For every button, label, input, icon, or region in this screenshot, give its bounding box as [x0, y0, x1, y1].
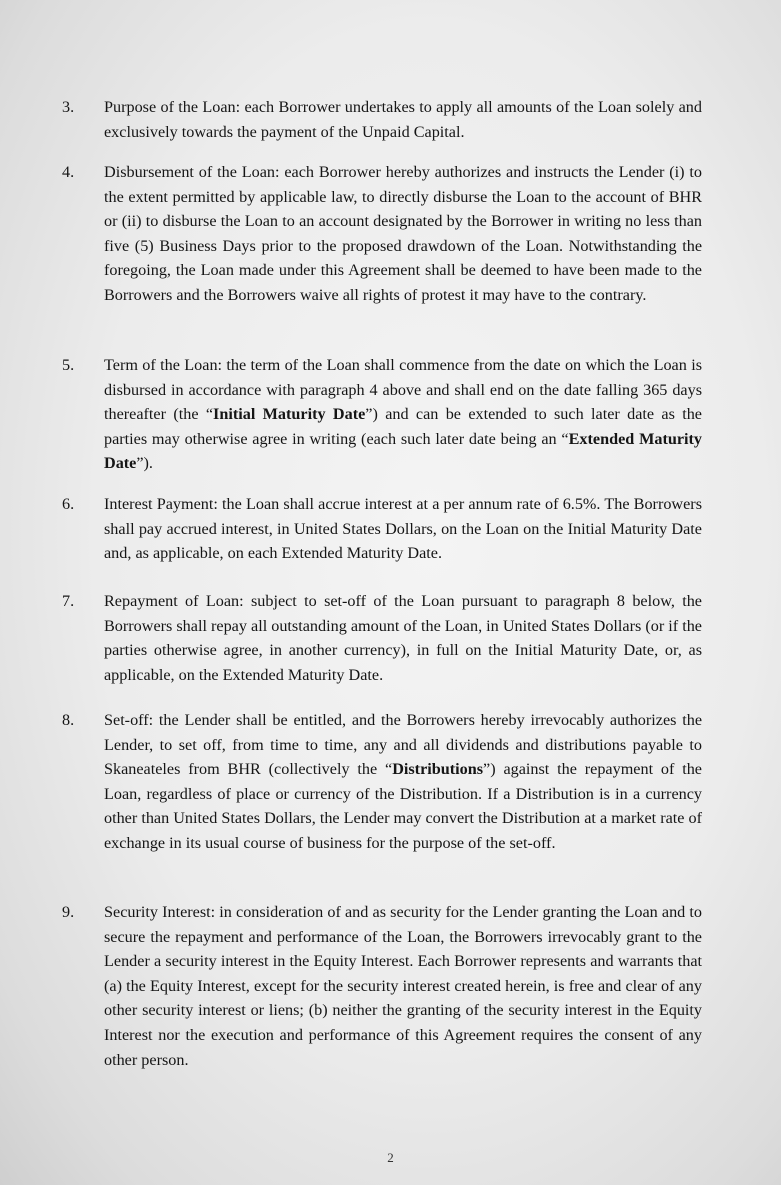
clause-8 — [62, 708, 702, 856]
clause-text: Interest Payment: the Loan shall accrue interest at a per annum rate of 6.5%. The Borrowers shall pay accrued interest, in United States Dollars, on the Loan on the Initial Maturity Date and, as applicable, on each Extended Maturity Date. — [104, 495, 702, 563]
clause-text-part: Term of the Loan: the term of the Loan shall commence from the date on which the Loan is disbursed in accordance with paragraph 4 above and shall end on the date falling 365 days thereafter (the “ — [104, 356, 702, 424]
clause-text-part: Set-off: the Lender shall be entitled, and the Borrowers hereby irrevocably authorizes the Lender, to set off, from time to time, any and all dividends and distributions payable to Skaneateles from BHR (collectively the “ — [104, 711, 702, 779]
clause-4 — [62, 160, 702, 308]
clause-3 — [62, 95, 702, 144]
defined-term-extended-maturity-date: Extended Maturity Date — [104, 429, 703, 473]
page-number: 2 — [387, 1150, 394, 1165]
clause-number: 7. — [62, 592, 75, 610]
clause-text: Disbursement of the Loan: each Borrower hereby authorizes and instructs the Lender (i) to the extent permitted by applicable law, to directly disburse the Loan to the account of BHR or (ii) to disburse the Loan to an account designated by the Borrower in writing no less than five (5) Business Days prior to the proposed drawdown of the Loan. Notwithstanding the foregoing, the Loan made under this Agreement shall be deemed to have been made to the Borrowers and the Borrowers waive all rights of protest it may have to the contrary. — [104, 163, 702, 304]
clause-number: 9. — [62, 903, 75, 921]
clause-7 — [62, 589, 702, 687]
clause-9 — [62, 900, 702, 1072]
clause-text: Security Interest: in consideration of and as security for the Lender granting the Loan and to secure the repayment and performance of the Loan, the Borrowers irrevocably grant to the Lender a security interest in the Equity Interest. Each Borrower represents and warrants that (a) the Equity Interest, except for the security interest created herein, is free and clear of any other security interest or liens; (b) neither the granting of the security interest in the Equity Interest nor the execution and performance of this Agreement requires the consent of any other person. — [104, 903, 702, 1069]
clause-number: 4. — [62, 163, 75, 181]
clause-text — [104, 353, 702, 476]
clause-6 — [62, 492, 702, 566]
clause-number: 6. — [62, 495, 75, 513]
clause-number: 3. — [62, 98, 75, 116]
clause-text: Purpose of the Loan: each Borrower undertakes to apply all amounts of the Loan solely and exclusively towards the payment of the Unpaid Capital. — [104, 98, 702, 141]
clause-text-part: ”). — [136, 454, 153, 473]
clause-text: Repayment of Loan: subject to set-off of the Loan pursuant to paragraph 8 below, the Borrowers shall repay all outstanding amount of the Loan, in United States Dollars (or if the parties otherwise agree, in another currency), in full on the Initial Maturity Date, or, as applicable, on the Extended Maturity Date. — [104, 592, 702, 684]
clause-number: 5. — [62, 356, 75, 374]
clause-5 — [62, 353, 702, 476]
defined-term-distributions: Distributions — [392, 760, 484, 779]
defined-term-initial-maturity-date: Initial Maturity Date — [213, 405, 366, 424]
clause-text-part: ”) and can be extended to such later date as the parties may otherwise agree in writing (each such later date being an “ — [104, 405, 702, 448]
clause-number: 8. — [62, 711, 75, 729]
clause-text-part: ”) against the repayment of the Loan, regardless of place or currency of the Distribution. If a Distribution is in a currency other than United States Dollars, the Lender may convert the Distribution at a market rate of exchange in its usual course of business for the purpose of the set-off. — [104, 760, 702, 852]
clause-text — [104, 708, 702, 856]
